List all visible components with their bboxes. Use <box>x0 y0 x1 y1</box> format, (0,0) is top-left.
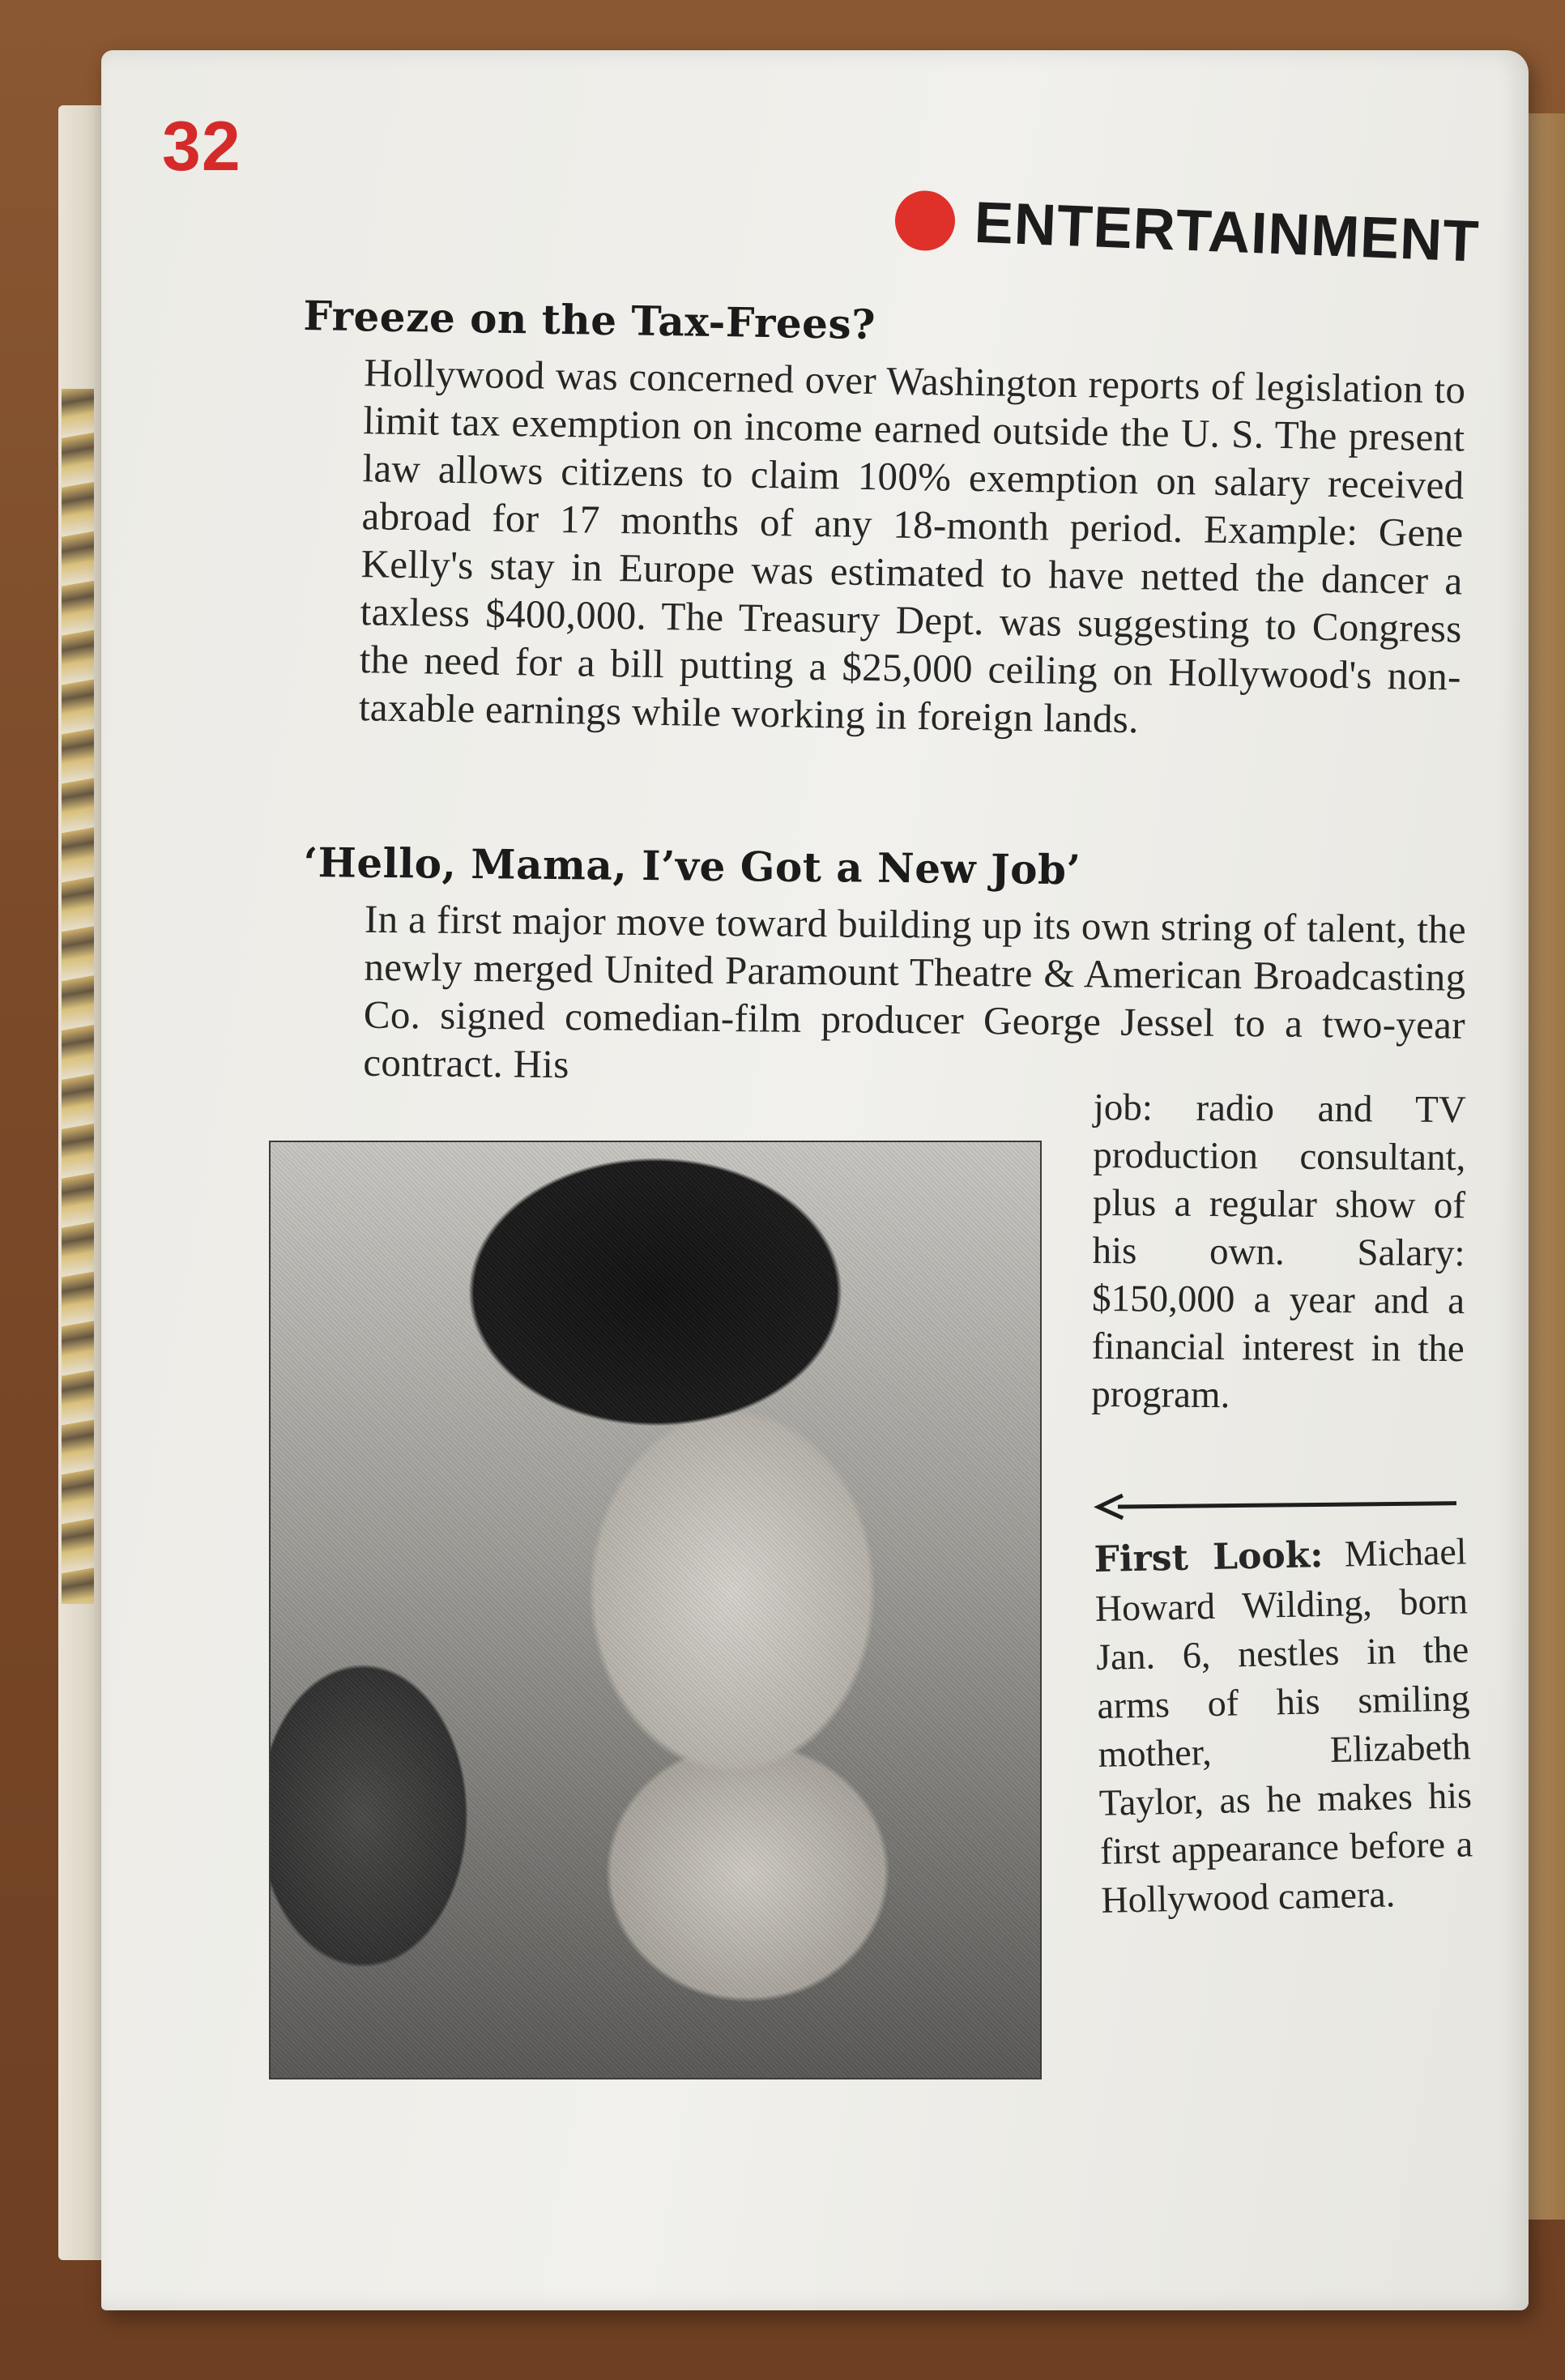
article-body: In a first major move toward building up its own string of talent, the newly merged United Paramount Theatre & American Broadcasting Co. signed comedian-film producer George Jessel to a two-year contract. His <box>363 896 1467 1087</box>
photo-halftone-texture <box>271 1142 1040 2078</box>
article-continuation: job: radio and TV production consultant, plus a regular show of his own. Salary: $150,000 a year and a financial interest in the program. <box>1091 1086 1466 1417</box>
article-headline: ‘Hello, Mama, I’ve Got a New Job’ <box>303 838 1081 894</box>
article-body: Hollywood was concerned over Washington reports of legislation to limit tax exemption on income earned outside the U. S. The present law allows citizens to claim 100% exemption on salary received abroad for 17 months of any 18-month period. Example: Gene Kelly's stay in Europe was estimated to have netted the dancer a taxless $400,000. The Treasury Dept. was suggesting to Congress the need for a bill putting a $25,000 ceiling on Hollywood's non-taxable earnings while working in foreign lands. <box>358 350 1466 742</box>
caption-lead: First Look: <box>1094 1534 1324 1580</box>
previous-page-edge <box>62 389 94 1604</box>
red-dot-icon <box>894 190 957 252</box>
photo-mother-and-baby <box>269 1141 1042 2079</box>
caption-text: Michael Howard Wilding, born Jan. 6, nestles in the arms of his smiling mother, Elizabeth Taylor, as he makes his first appearance before a Hollywood camera. <box>1094 1530 1473 1921</box>
page-number: 32 <box>162 108 241 186</box>
arrow-left-icon <box>1094 1487 1458 1524</box>
article-new-job <box>301 838 1467 1097</box>
article-tax-frees <box>297 292 1467 748</box>
section-title: ENTERTAINMENT <box>973 190 1481 275</box>
article-headline: Freeze on the Tax-Frees? <box>303 292 876 349</box>
photo-caption <box>1094 1527 1474 1925</box>
